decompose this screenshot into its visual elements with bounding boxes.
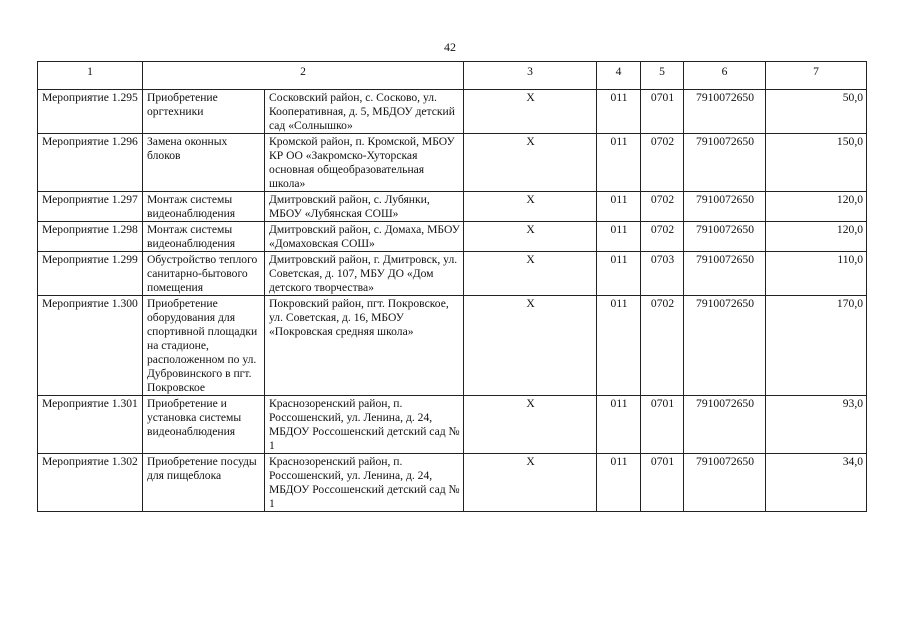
cell-col5: 0702 <box>641 296 684 396</box>
cell-col7: 50,0 <box>766 90 867 134</box>
cell-col7: 120,0 <box>766 192 867 222</box>
cell-name: Монтаж системы видеонаблюдения <box>143 222 265 252</box>
header-col-7: 7 <box>766 62 867 90</box>
cell-col5: 0703 <box>641 252 684 296</box>
cell-measure: Мероприятие 1.296 <box>38 134 143 192</box>
header-col-5: 5 <box>641 62 684 90</box>
cell-col4: 011 <box>597 192 641 222</box>
cell-col3: Х <box>464 396 597 454</box>
cell-col3: Х <box>464 296 597 396</box>
cell-measure: Мероприятие 1.297 <box>38 192 143 222</box>
cell-col6: 7910072650 <box>684 90 766 134</box>
table-row <box>38 296 867 396</box>
cell-col5: 0702 <box>641 192 684 222</box>
cell-location: Покровский район, пгт. Покровское, ул. Советская, д. 16, МБОУ «Покровская средняя школа» <box>265 296 464 396</box>
cell-col4: 011 <box>597 134 641 192</box>
cell-measure: Мероприятие 1.295 <box>38 90 143 134</box>
cell-col6: 7910072650 <box>684 134 766 192</box>
cell-col3: Х <box>464 90 597 134</box>
table-row <box>38 396 867 454</box>
table-body <box>38 90 867 512</box>
cell-location: Сосковский район, с. Сосково, ул. Кооперативная, д. 5, МБДОУ детский сад «Солнышко» <box>265 90 464 134</box>
cell-col7: 150,0 <box>766 134 867 192</box>
cell-col7: 170,0 <box>766 296 867 396</box>
cell-measure: Мероприятие 1.300 <box>38 296 143 396</box>
cell-col6: 7910072650 <box>684 396 766 454</box>
page-number: 42 <box>444 40 456 54</box>
cell-col5: 0701 <box>641 90 684 134</box>
header-col-1: 1 <box>38 62 143 90</box>
cell-col3: Х <box>464 222 597 252</box>
table-row <box>38 134 867 192</box>
cell-col6: 7910072650 <box>684 192 766 222</box>
header-col-3: 3 <box>464 62 597 90</box>
cell-col7: 34,0 <box>766 454 867 512</box>
cell-col3: Х <box>464 454 597 512</box>
cell-measure: Мероприятие 1.302 <box>38 454 143 512</box>
cell-location: Кромской район, п. Кромской, МБОУ КР ОО «Закромско-Хуторская основная общеобразовательная школа» <box>265 134 464 192</box>
cell-location: Дмитровский район, г. Дмитровск, ул. Советская, д. 107, МБУ ДО «Дом детского творчества» <box>265 252 464 296</box>
cell-name: Приобретение оргтехники <box>143 90 265 134</box>
cell-name: Приобретение и установка системы видеонаблюдения <box>143 396 265 454</box>
cell-col5: 0701 <box>641 454 684 512</box>
header-col-6: 6 <box>684 62 766 90</box>
cell-col6: 7910072650 <box>684 252 766 296</box>
table-row <box>38 454 867 512</box>
cell-col6: 7910072650 <box>684 222 766 252</box>
measures-table <box>37 61 867 512</box>
cell-col5: 0702 <box>641 222 684 252</box>
cell-name: Обустройство теплого санитарно-бытового помещения <box>143 252 265 296</box>
cell-col4: 011 <box>597 296 641 396</box>
cell-col6: 7910072650 <box>684 296 766 396</box>
cell-col6: 7910072650 <box>684 454 766 512</box>
cell-col3: Х <box>464 252 597 296</box>
cell-col4: 011 <box>597 454 641 512</box>
cell-measure: Мероприятие 1.299 <box>38 252 143 296</box>
cell-measure: Мероприятие 1.301 <box>38 396 143 454</box>
table-row <box>38 222 867 252</box>
cell-col4: 011 <box>597 396 641 454</box>
header-col-2: 2 <box>143 62 464 90</box>
cell-col5: 0702 <box>641 134 684 192</box>
table-row <box>38 252 867 296</box>
cell-col7: 120,0 <box>766 222 867 252</box>
table-row <box>38 90 867 134</box>
cell-col7: 93,0 <box>766 396 867 454</box>
cell-location: Дмитровский район, с. Лубянки, МБОУ «Лубянская СОШ» <box>265 192 464 222</box>
cell-measure: Мероприятие 1.298 <box>38 222 143 252</box>
cell-name: Приобретение оборудования для спортивной площадки на стадионе, расположенном по ул. Дубровинского в пгт. Покровское <box>143 296 265 396</box>
cell-col3: Х <box>464 192 597 222</box>
header-col-4: 4 <box>597 62 641 90</box>
cell-col4: 011 <box>597 252 641 296</box>
cell-col3: Х <box>464 134 597 192</box>
cell-name: Замена оконных блоков <box>143 134 265 192</box>
cell-location: Краснозоренский район, п. Россошенский, ул. Ленина, д. 24, МБДОУ Россошенский детский сад № 1 <box>265 454 464 512</box>
table-row <box>38 192 867 222</box>
cell-col5: 0701 <box>641 396 684 454</box>
cell-location: Краснозоренский район, п. Россошенский, ул. Ленина, д. 24, МБДОУ Россошенский детский сад № 1 <box>265 396 464 454</box>
cell-location: Дмитровский район, с. Домаха, МБОУ «Домаховская СОШ» <box>265 222 464 252</box>
cell-col7: 110,0 <box>766 252 867 296</box>
cell-name: Приобретение посуды для пищеблока <box>143 454 265 512</box>
cell-col4: 011 <box>597 90 641 134</box>
cell-name: Монтаж системы видеонаблюдения <box>143 192 265 222</box>
cell-col4: 011 <box>597 222 641 252</box>
header-row <box>38 62 867 90</box>
